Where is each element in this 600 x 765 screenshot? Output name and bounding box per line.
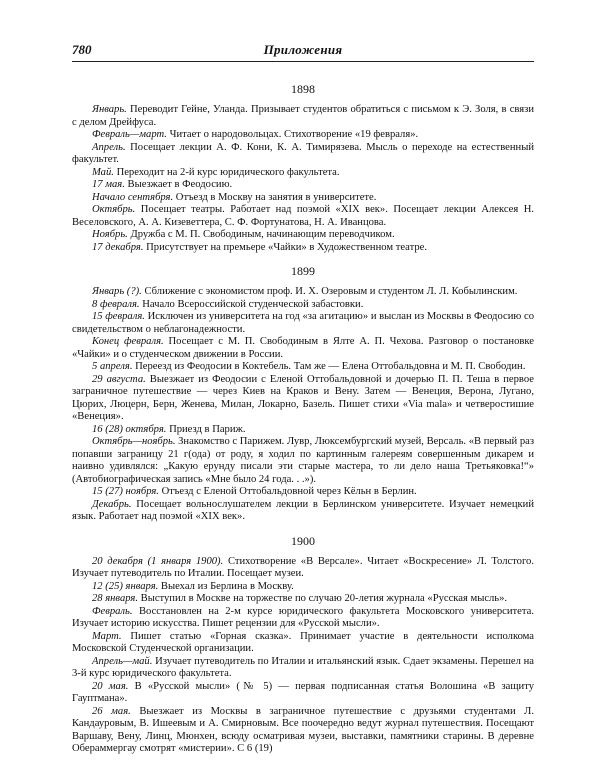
- entry: [72, 311, 534, 336]
- entry-text: Выступил в Москве на торжестве по случаю 20-летия журнала «Русская мысль».: [137, 593, 508, 604]
- entry-date: 28 января.: [92, 593, 138, 604]
- entry: [72, 631, 534, 656]
- header-rule: [72, 61, 534, 62]
- entry-text: Переводит Гейне, Уланда. Призывает студентов обратиться с письмом к Э. Золя, в связи с делом Дрейфуса.: [72, 104, 534, 128]
- entry-date: 29 августа.: [92, 373, 146, 385]
- entry-text: Пишет статью «Горная сказка». Принимает участие в деятельности исполкома Московской Студенческой организации.: [72, 630, 534, 654]
- entry-text: Выехал из Берлина в Москву.: [158, 580, 294, 592]
- page-number: 780: [72, 42, 92, 57]
- entry-text: Переходит на 2-й курс юридического факультета.: [113, 166, 340, 178]
- entry-text: В «Русской мысли» (№ 5) — первая подписанная статья Волошина «В защиту Гауптмана».: [72, 680, 534, 704]
- entry-text: Выезжает из Москвы в заграничное путешествие с друзьями студентами Л. Кандауровым, В. Ишеевым и А. Смирновым. Все поочередно ведут журнал путешествия. Посещают Варшаву, Вену, Линц, Мюнхен, всюду осматривая музеи, выставки, памятники старины. В деревне Обераммергау смотрят «мистерии». С 6 (19): [72, 705, 535, 754]
- entry-text: Присутствует на премьере «Чайки» в Художественном театре.: [143, 241, 427, 253]
- year-section-1900: [72, 534, 534, 756]
- entry-date: 15 февраля.: [92, 311, 145, 322]
- entry-text: Выезжает в Феодосию.: [124, 179, 233, 190]
- entry-text: Переезд из Феодосии в Коктебель. Там же — Елена Оттобальдовна и М. П. Свободин.: [132, 361, 526, 372]
- entry: [72, 299, 534, 312]
- entry-date: 20 мая.: [92, 680, 129, 692]
- entry-date: Конец февраля.: [92, 336, 164, 347]
- entry: [72, 167, 534, 180]
- entry-date: 15 (27) ноября.: [92, 486, 159, 497]
- running-title: Приложения: [263, 42, 343, 57]
- entry: [72, 374, 534, 424]
- entry-date: Декабрь.: [92, 498, 132, 510]
- entry-text: Посещает театры. Работает над поэмой «XIX век». Посещает лекции Алексея Н. Веселовского, А. А. Кизеветтера, С. Ф. Фортунатова, Н. А. Иванцова.: [72, 204, 534, 228]
- entry-text: Посещает с М. П. Свободиным в Ялте А. П. Чехова. Разговор о постановке «Чайки» и о студенческом движении в России.: [72, 336, 534, 360]
- entry-date: Апрель—май.: [92, 655, 153, 667]
- entry-date: Май.: [92, 166, 114, 178]
- entry: [72, 204, 534, 229]
- entry: [72, 556, 534, 581]
- year-heading: 1900: [291, 533, 315, 548]
- entry: [72, 436, 534, 486]
- entry-text: Приезд в Париж.: [166, 423, 246, 435]
- entry-date: Ноябрь.: [92, 229, 128, 240]
- entry: [72, 424, 534, 437]
- entry: [72, 606, 534, 631]
- year-heading: 1898: [291, 82, 315, 96]
- entry-text: Изучает путеводитель по Италии и итальянский язык. Сдает экзамены. Перешел на 3-й курс юридического факультета.: [72, 655, 534, 679]
- entry: [72, 581, 534, 594]
- page-header: [72, 42, 534, 60]
- entry: [72, 192, 534, 205]
- entry-date: Октябрь.: [92, 204, 136, 215]
- entry-date: 20 декабря (1 января 1900).: [92, 555, 224, 567]
- entry-date: 17 мая.: [92, 179, 125, 190]
- entry-date: Январь.: [92, 104, 127, 115]
- entry-date: 17 декабря.: [92, 241, 144, 253]
- entry-text: Дружба с М. П. Свободиным, начинающим переводчиком.: [127, 229, 395, 240]
- entry-text: Начало Всероссийской студенческой забастовки.: [139, 298, 364, 310]
- entry-date: Начало сентября.: [92, 191, 174, 203]
- entry-text: Посещает вольнослушателем лекции в Берлинском университете. Изучает немецкий язык. Работает над поэмой «XIX век».: [72, 498, 534, 522]
- entry: [72, 681, 534, 706]
- entry-date: 8 февраля.: [92, 298, 140, 310]
- entry-text: Исключен из университета на год «за агитацию» и выслан из Москвы в Феодосию со свидетельством о неблагонадежности.: [72, 311, 534, 335]
- entry: [72, 593, 534, 606]
- entry: [72, 706, 534, 756]
- entry: [72, 656, 534, 681]
- entry-text: Восстановлен на 2-м курсе юридического факультета Московского университета. Изучает историю искусства. Пишет рецензии для «Русской мысли».: [72, 605, 534, 629]
- entry-date: 16 (28) октября.: [92, 423, 167, 435]
- entry-date: Январь (?).: [92, 286, 142, 297]
- entry-text: Посещает лекции А. Ф. Кони, К. А. Тимирязева. Мысль о переходе на естественный факультет.: [72, 141, 534, 165]
- entry-text: Стихотворение «В Версале». Читает «Воскресение» Л. Толстого. Изучает путеводитель по Италии. Посещает музеи.: [72, 555, 534, 579]
- entry: [72, 104, 534, 129]
- year-heading: 1899: [291, 264, 315, 278]
- entry: [72, 142, 534, 167]
- entry-date: Февраль.: [92, 605, 133, 617]
- entry: [72, 129, 534, 142]
- entry-date: 12 (25) января.: [92, 580, 159, 592]
- entry: [72, 361, 534, 374]
- entry-text: Выезжает из Феодосии с Еленой Оттобальдовной и дочерью П. П. Теша в первое заграничное путешествие — через Киев на Краков и Вену. Затем — Венеция, Верона, Лугано, Цюрих, Люцерн, Берн, Женева, Милан, Локарно, Базель. Пишет стихи «Via mala» и четверостишие «Венеция».: [72, 373, 534, 422]
- entry-date: Октябрь—ноябрь.: [92, 436, 176, 447]
- entry: [72, 242, 534, 255]
- entry-date: 26 мая.: [92, 705, 131, 717]
- entry-text: Знакомство с Парижем. Лувр, Люксембургский музей, Версаль. «В первый раз попавши заграницу 21 г(ода) от роду, я ходил по картинным галереям совершенным дикарем и наивно удивлялся: „Какую ерунду писали эти старые мастера, то ли дело наша Третьяковка!“» (Автобиографическая запись «Мне было 24 года. . .»).: [72, 436, 535, 485]
- year-section-1898: [72, 82, 534, 254]
- entry-date: Март.: [92, 630, 122, 642]
- chronology-body: [72, 82, 534, 756]
- entry-text: Отъезд с Еленой Оттобальдовной через Кёльн в Берлин.: [158, 486, 417, 497]
- entry: [72, 486, 534, 499]
- entry: [72, 336, 534, 361]
- entry: [72, 286, 534, 299]
- entry-date: Февраль—март.: [92, 129, 167, 140]
- entry-text: Читает о народовольцах. Стихотворение «19 февраля».: [166, 129, 419, 140]
- entry-text: Сближение с экономистом проф. И. Х. Озеровым и студентом Л. Л. Кобылинским.: [141, 286, 518, 297]
- entry: [72, 179, 534, 192]
- entry-text: Отъезд в Москву на занятия в университете.: [173, 191, 377, 203]
- entry-date: Апрель.: [92, 141, 126, 153]
- entry: [72, 229, 534, 242]
- entry-date: 5 апреля.: [92, 361, 133, 372]
- entry: [72, 499, 534, 524]
- year-section-1899: [72, 264, 534, 524]
